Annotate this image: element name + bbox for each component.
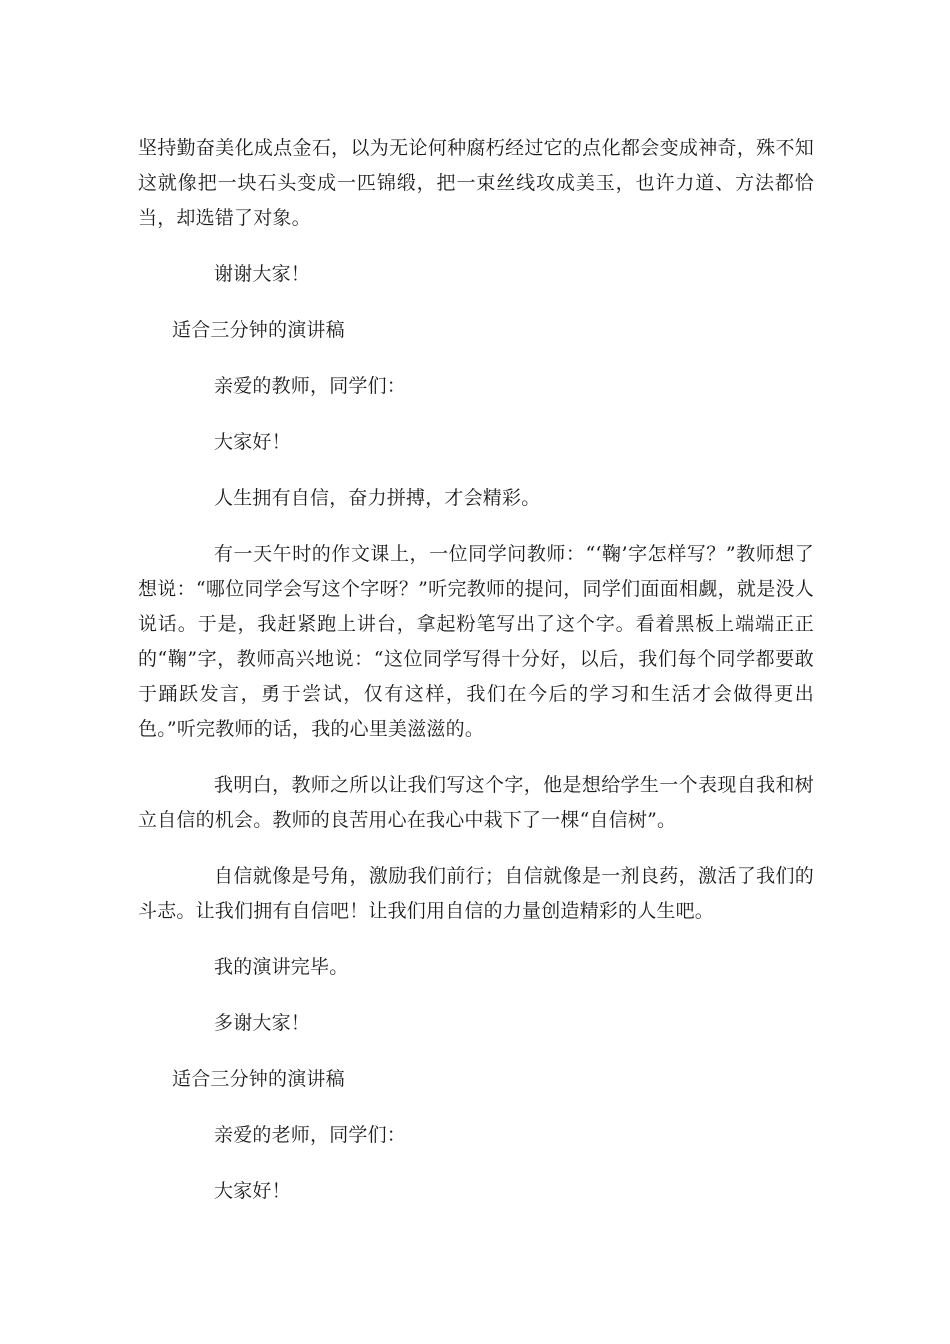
paragraph-salutation-2: 亲爱的老师，同学们： (214, 1124, 407, 1146)
section-title-2: 适合三分钟的演讲稿 (172, 1068, 345, 1090)
paragraph-reflection: 我明白，教师之所以让我们写这个字，他是想给学生一个表现自我和树立自信的机会。教师的良苦用心在我心中栽下了一棵“自信树”。 (138, 774, 814, 831)
paragraph-greeting-2: 大家好！ (214, 1180, 291, 1202)
paragraph-continuation: 坚持勤奋美化成点金石，以为无论何种腐朽经过它的点化都会变成神奇，殊不知这就像把一块石头变成一匹锦缎，把一束丝线攻成美玉，也许力道、方法都恰当，却选错了对象。 (138, 137, 814, 229)
paragraph-greeting: 大家好！ (214, 431, 291, 453)
paragraph-thanks: 谢谢大家！ (214, 263, 311, 285)
paragraph-conclusion: 自信就像是号角，激励我们前行；自信就像是一剂良药，激活了我们的斗志。让我们拥有自信吧！让我们用自信的力量创造精彩的人生吧。 (138, 865, 814, 922)
section-title: 适合三分钟的演讲稿 (172, 319, 345, 341)
paragraph-story: 有一天午时的作文课上，一位同学问教师：“‘鞠’字怎样写？”教师想了想说：“哪位同学会写这个字呀？”听完教师的提问，同学们面面相觑，就是没人说话。于是，我赶紧跑上讲台，拿起粉笔写出了这个字。看着黑板上端端正正的“鞠”字，教师高兴地说：“这位同学写得十分好，以后，我们每个同学都要敢于踊跃发言，勇于尝试，仅有这样，我们在今后的学习和生活才会做得更出色。”听完教师的话，我的心里美滋滋的。 (138, 543, 814, 740)
paragraph-thesis: 人生拥有自信，奋力拼搏，才会精彩。 (214, 487, 541, 509)
document-body (138, 131, 814, 1230)
paragraph-thanks-2: 多谢大家！ (214, 1012, 311, 1034)
paragraph-end: 我的演讲完毕。 (214, 956, 349, 978)
paragraph-salutation: 亲爱的教师，同学们： (214, 375, 407, 397)
